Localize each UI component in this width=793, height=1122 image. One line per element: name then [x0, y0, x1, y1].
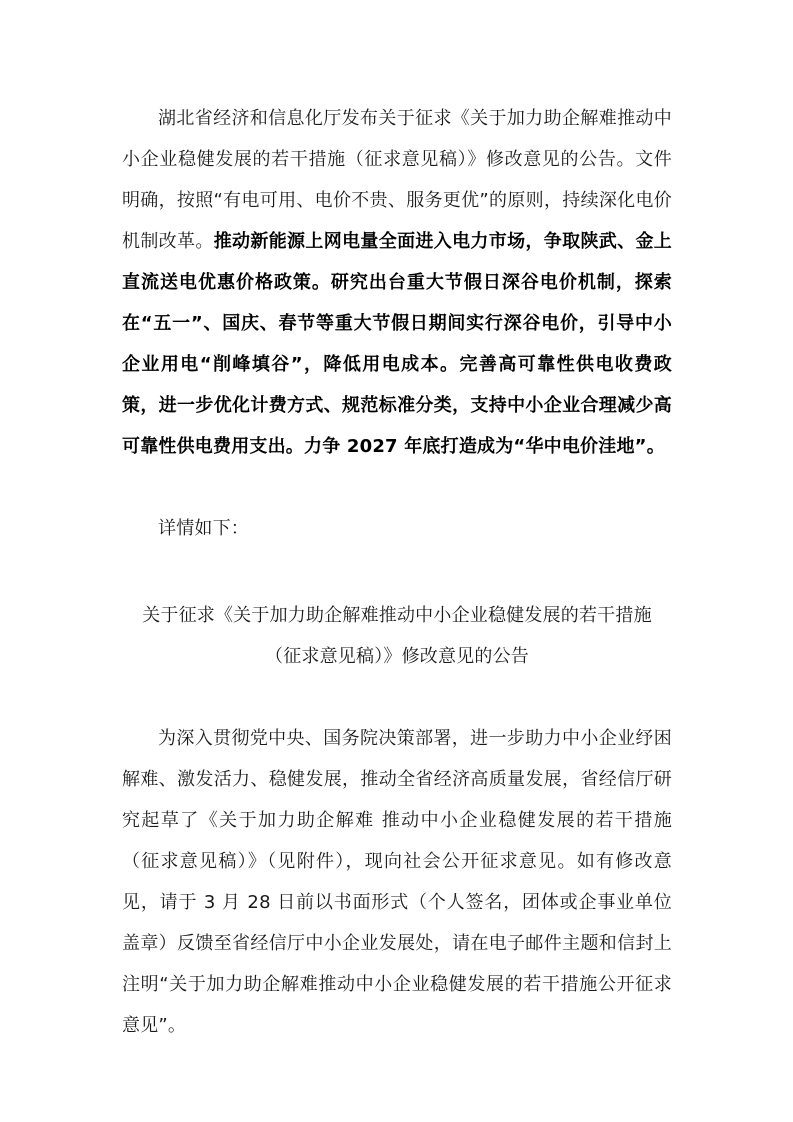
summary-lead-text: 湖北省经济和信息化厅发布关于征求《关于加力助企解难推动中小企业稳健发展的若干措施（征求意见稿）》修改意见的公告。文件明确，按照“有电可用、电价不贵、服务更优”的原则，持续深化电价机制改革。 — [122, 108, 672, 252]
notice-body-paragraph: 为深入贯彻党中央、国务院决策部署，进一步助力中小企业纾困解难、激发活力、稳健发展，推动全省经济高质量发展，省经信厅研究起草了《关于加力助企解难 推动中小企业稳健发展的若干措施（征求意见稿）》（见附件），现向社会公开征求意见。如有修改意见，请于 3 月 28 日前以书面形式（个人签名，团体或企事业单位盖章）反馈至省经信厅中小企业发展处，请在电子邮件主题和信封上注明“关于加力助企解难推动中小企业稳健发展的若干措施公开征求意见”。 — [122, 728, 672, 1036]
paragraph-gap-2 — [122, 549, 672, 595]
document-content-column — [122, 98, 672, 1046]
notice-title-line-2: （征求意见稿）》修改意见的公告 — [265, 646, 529, 667]
summary-paragraph — [122, 98, 672, 467]
details-lead-paragraph: 详情如下： — [158, 518, 249, 539]
paragraph-gap-1 — [122, 467, 672, 508]
summary-bold-text: 推动新能源上网电量全面进入电力市场，争取陕武、金上直流送电优惠价格政策。研究出台重大节假日深谷电价机制，探索在“五一”、国庆、春节等重大节假日期间实行深谷电价，引导中小企业用电“削峰填谷”，降低用电成本。完善高可靠性供电收费政策，进一步优化计费方式、规范标准分类，支持中小企业合理减少高可靠性供电费用支出。力争 2027 年底打造成为“华中电价洼地”。 — [122, 231, 673, 457]
paragraph-gap-3 — [122, 677, 672, 718]
notice-title-line-1: 关于征求《关于加力助企解难推动中小企业稳健发展的若干措施 — [142, 605, 652, 626]
